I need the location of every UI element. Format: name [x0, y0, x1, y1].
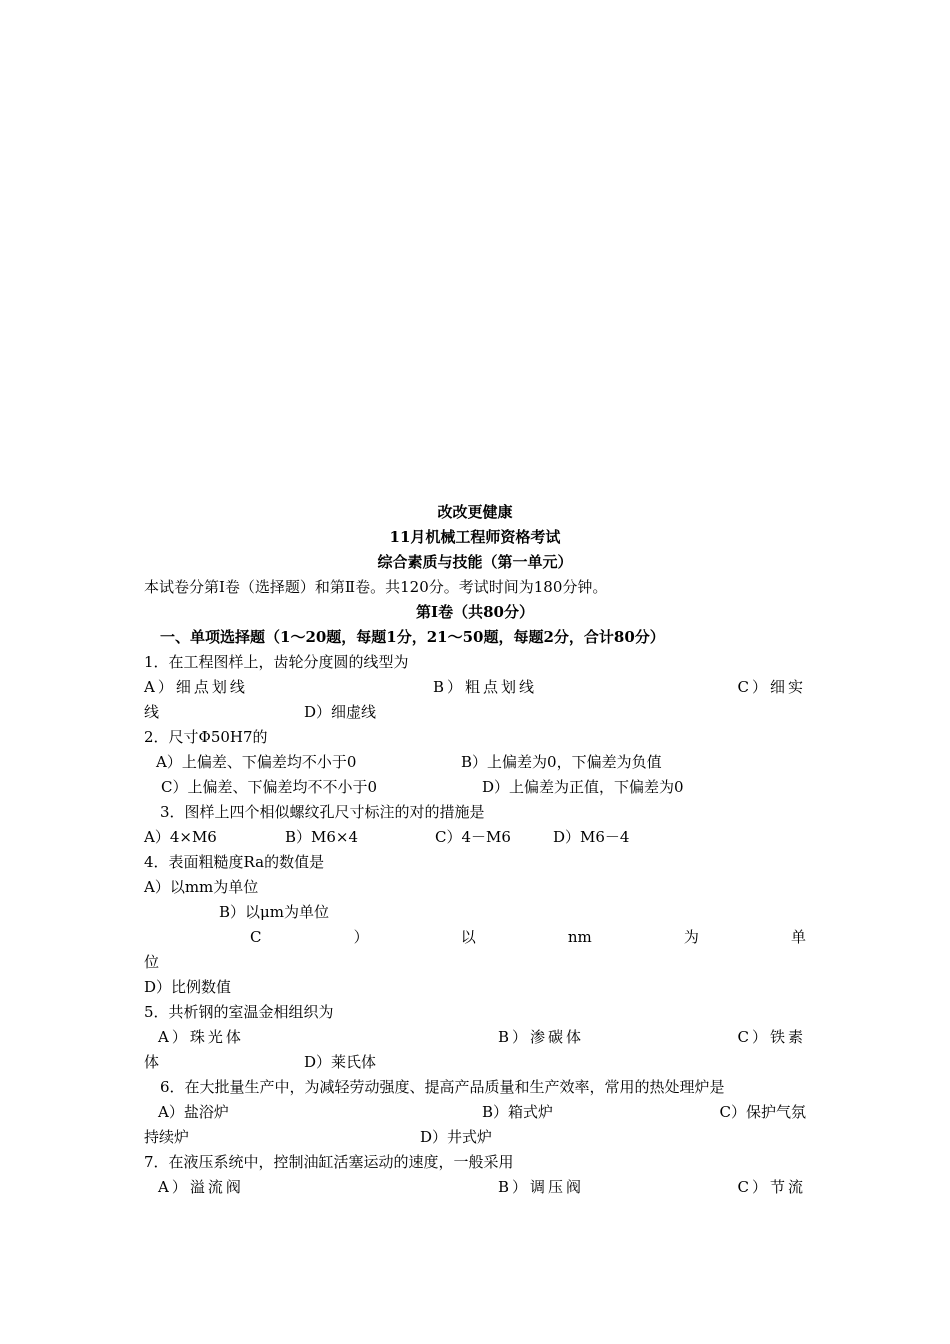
section1-title: 一、单项选择题（1～20题，每题1分，21～50题，每题2分，合计80分） — [160, 628, 665, 646]
q4-option-c-word: 单 — [790, 928, 806, 946]
q7-stem: 7．在液压系统中，控制油缸活塞运动的速度，一般采用 — [144, 1153, 514, 1171]
q7-option-a: A）溢流阀 — [158, 1178, 244, 1196]
exam-title: 11月机械工程师资格考试 — [389, 528, 561, 546]
q3-option-d: D）M6－4 — [553, 828, 630, 846]
q6-stem: 6．在大批量生产中，为减轻劳动强度、提高产品质量和生产效率，常用的热处理炉是 — [160, 1078, 725, 1096]
q4-option-c-word: 以 — [460, 928, 476, 946]
q4-option-c-word: nm — [567, 928, 592, 946]
q6-options-row-2 — [144, 1125, 806, 1150]
q3-option-a: A）4×M6 — [144, 828, 217, 846]
q1-option-a: A）细点划线 — [144, 678, 248, 696]
q4-option-c-word: 为 — [683, 928, 699, 946]
q7-options-row — [144, 1175, 806, 1200]
q4-option-c-word: ） — [353, 928, 369, 946]
q5-option-b: B）渗碳体 — [498, 1028, 585, 1046]
q1-option-b: B）粗点划线 — [433, 678, 538, 696]
q4-option-a: A）以mm为单位 — [144, 878, 259, 896]
q6-option-c-cont: 持续炉 — [144, 1128, 190, 1146]
q6-option-c: C）保护气氛 — [719, 1103, 806, 1121]
q2-option-d: D）上偏差为正值，下偏差为0 — [482, 778, 684, 796]
q4-option-d: D）比例数值 — [144, 978, 232, 996]
q7-option-b: B）调压阀 — [498, 1178, 585, 1196]
q1-stem: 1．在工程图样上，齿轮分度圆的线型为 — [144, 653, 409, 671]
q5-option-d: D）莱氏体 — [304, 1053, 377, 1071]
q2-option-a: A）上偏差、下偏差均不小于0 — [156, 753, 357, 771]
q5-option-c-cont: 体 — [144, 1053, 160, 1071]
q4-stem: 4．表面粗糙度Ra的数值是 — [144, 853, 325, 871]
q3-options-row — [144, 825, 806, 850]
q5-option-a: A）珠光体 — [158, 1028, 244, 1046]
q4-option-c-cont: 位 — [144, 953, 160, 971]
q4-option-b: B）以μm为单位 — [219, 903, 329, 921]
q5-stem: 5．共析钢的室温金相组织为 — [144, 1003, 334, 1021]
q4-option-c-word: C — [250, 928, 262, 946]
q3-option-b: B）M6×4 — [285, 828, 359, 846]
q1-options-row — [144, 675, 806, 700]
q2-options-row-2 — [144, 775, 806, 800]
q2-option-b: B）上偏差为0，下偏差为负值 — [461, 753, 662, 771]
q6-option-d: D）井式炉 — [420, 1128, 493, 1146]
q6-option-b: B）箱式炉 — [482, 1103, 554, 1121]
q6-options-row — [144, 1100, 806, 1125]
q1-option-d: D）细虚线 — [304, 703, 377, 721]
q6-option-a: A）盐浴炉 — [158, 1103, 229, 1121]
q1-options-row-2 — [144, 700, 806, 725]
q5-options-row-2 — [144, 1050, 806, 1075]
q7-option-c: C）节流 — [737, 1178, 806, 1196]
exam-subtitle: 综合素质与技能（第一单元） — [377, 553, 573, 571]
q3-stem: 3．图样上四个相似螺纹孔尺寸标注的对的措施是 — [160, 803, 485, 821]
q2-option-c: C）上偏差、下偏差均不不小于0 — [161, 778, 378, 796]
q1-option-c: C）细实 — [737, 678, 806, 696]
q3-option-c: C）4－M6 — [435, 828, 511, 846]
q5-options-row — [144, 1025, 806, 1050]
q2-stem: 2．尺寸Φ50H7的 — [144, 728, 268, 746]
q5-option-c: C）铁素 — [737, 1028, 806, 1046]
q4-option-c-row — [250, 925, 806, 950]
exam-intro: 本试卷分第Ⅰ卷（选择题）和第Ⅱ卷。共120分。考试时间为180分钟。 — [144, 578, 608, 596]
q1-option-c-cont: 线 — [144, 703, 160, 721]
doc-header-line-1: 改改更健康 — [437, 503, 513, 521]
q2-options-row — [144, 750, 806, 775]
part1-title: 第Ⅰ卷（共80分） — [416, 603, 534, 621]
